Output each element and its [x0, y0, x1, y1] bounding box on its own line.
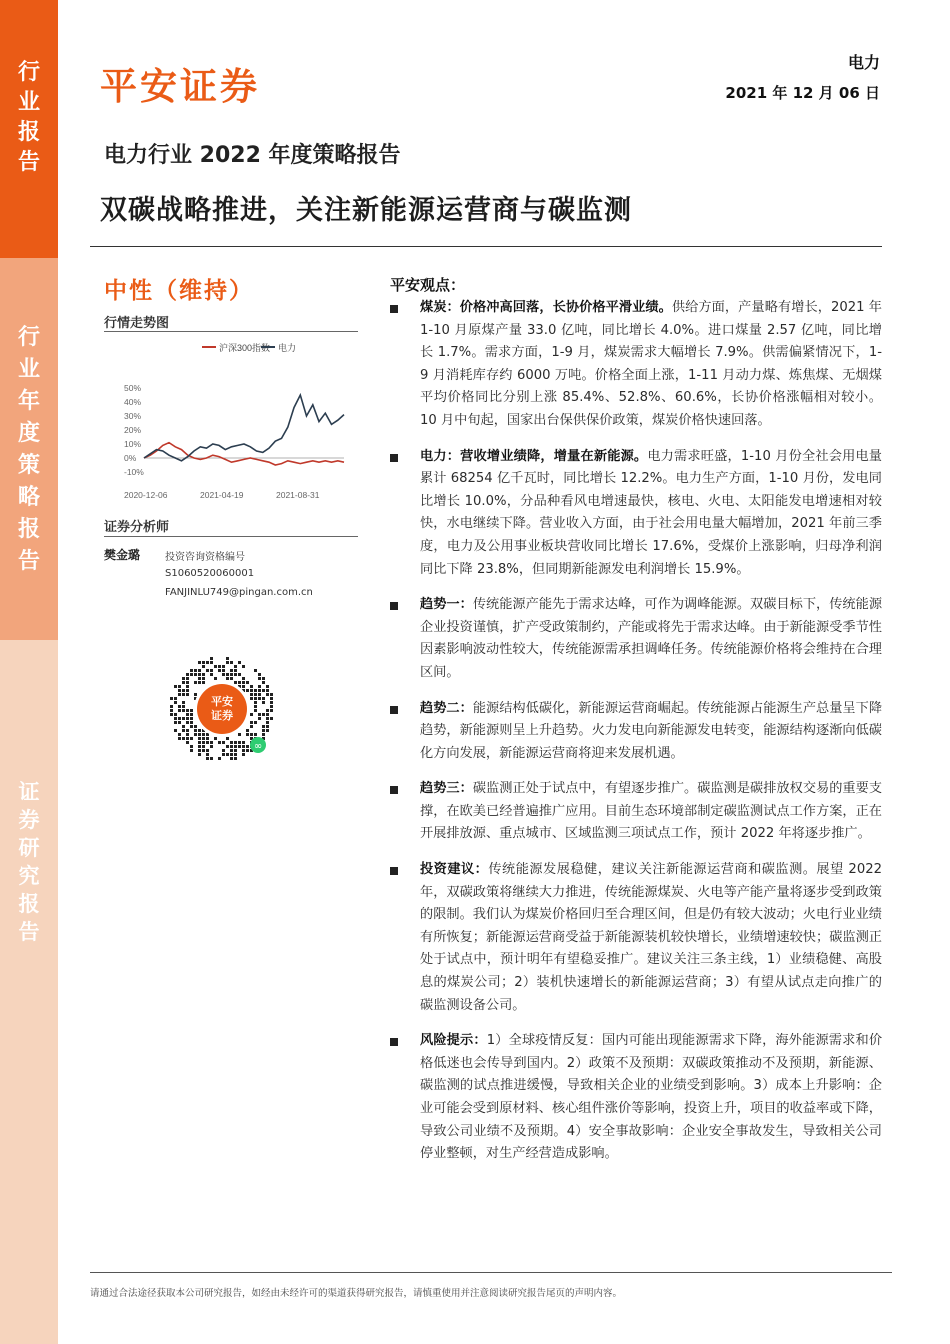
footer-disclaimer: 请通过合法途径获取本公司研究报告，如经由未经许可的渠道获得研究报告，请慎重使用并注意阅读研究报告尾页的声明内容。	[90, 1288, 623, 1299]
analyst-section-title: 证券分析师	[104, 520, 170, 535]
bullet-heading: 趋势三：	[420, 781, 473, 797]
bullet-power	[385, 446, 882, 582]
rating: 中性（维持）	[104, 278, 254, 304]
bullet-text: 碳监测正处于试点中，有望逐步推广。碳监测是碳排放权交易的重要支撑，在欧美已经普遍推广应用。目前生态环境部制定碳监测试点工作方案，正在开展排放源、重点城市、区域监测三项试点工作，预计 2022 年将逐步推广。	[420, 781, 883, 842]
analyst-cert-number: S1060520060001	[165, 568, 255, 579]
report-date: 2021 年 12 月 06 日	[725, 84, 880, 102]
bullet-marker-icon	[390, 1038, 398, 1046]
y-tick-label: -10%	[124, 467, 144, 477]
y-tick-label: 30%	[124, 411, 142, 421]
sidebar-block-report-type	[0, 0, 58, 258]
bullet-marker-icon	[390, 454, 398, 462]
bullet-heading: 煤炭：价格冲高回落，长协价格平滑业绩。	[420, 300, 672, 315]
report-title: 双碳战略推进，关注新能源运营商与碳监测	[100, 195, 632, 226]
footer-divider	[90, 1272, 892, 1273]
x-tick-label: 2021-04-19	[200, 490, 244, 500]
bullet-trend-3	[385, 778, 882, 846]
bullet-heading: 风险提示：	[420, 1033, 487, 1049]
sidebar-char: 度	[17, 421, 40, 446]
sidebar-block-strategy	[0, 258, 58, 640]
header-divider	[90, 246, 882, 247]
sidebar-char: 报	[17, 120, 40, 145]
y-tick-label: 20%	[124, 425, 142, 435]
trend-divider	[104, 331, 358, 332]
analyst-email[interactable]: FANJINLU749@pingan.com.cn	[165, 587, 313, 598]
bullet-risk	[385, 1030, 882, 1166]
y-tick-label: 50%	[124, 383, 142, 393]
bullet-heading: 投资建议：	[420, 862, 489, 878]
sidebar-char: 究	[18, 864, 40, 888]
sidebar-block-research	[0, 640, 58, 1344]
report-subtitle: 电力行业 2022 年度策略报告	[104, 143, 401, 168]
sidebar-char: 报	[18, 892, 40, 916]
trend-chart-svg	[104, 336, 358, 506]
bullet-investment-advice	[385, 859, 882, 1017]
bullet-text: 1）全球疫情反复：国内可能出现能源需求下降，海外能源需求和价格低迷也会传导到国内。2）政策不及预期：双碳政策推动不及预期，新能源、碳监测的试点推进缓慢，导致相关企业的业绩受到影响。3）成本上升影响：企业可能会受到原材料、核心组件涨价等影响，投资上升，项目的收益率或下降，导致公司业绩不及预期。4）安全事故影响：企业安全事故发生，导致相关公司停业整顿，对生产经营造成影响。	[420, 1033, 883, 1162]
sidebar-char: 行	[17, 325, 40, 350]
bullet-trend-2	[385, 698, 882, 766]
sidebar-char: 业	[17, 357, 40, 382]
industry-label: 电力	[847, 53, 880, 72]
bullet-text: 供给方面，产量略有增长，2021 年 1-10 月原煤产量 33.0 亿吨，同比增长 4.0%。进口煤量 2.57 亿吨，同比增长 1.7%。需求方面，1-9 月，煤炭需求大幅增长 7.9%。供需偏紧情况下，1-9 月消耗库存约 6000 万吨。价格全面上涨，1-11 月动力煤、炼焦煤、无烟煤平均价格同比分别上涨 85.4%、52.8%、60.6%，长协价格涨幅相对较小。10 月中旬起，国家出台保供保价政策，煤炭价格快速回落。	[420, 300, 882, 428]
sidebar-char: 告	[18, 920, 40, 944]
series-line-csi300	[144, 443, 344, 465]
trend-chart-title: 行情走势图	[104, 316, 170, 331]
bullet-text: 能源结构低碳化，新能源运营商崛起。传统能源占能源生产总量呈下降趋势，新能源则呈上升趋势。火力发电向新能源发电转变，能源结构逐渐向低碳化方向发展，新能源运营商将迎来发展机遇。	[420, 700, 883, 761]
x-tick-label: 2021-08-31	[276, 490, 320, 500]
view-section-title: 平安观点：	[390, 276, 466, 294]
qr-logo-text-2: 证券	[211, 710, 233, 722]
bullet-marker-icon	[390, 706, 398, 714]
svg-text:∞: ∞	[253, 741, 263, 752]
sidebar-char: 告	[17, 549, 40, 574]
sidebar-char: 研	[18, 836, 40, 860]
trend-chart	[104, 336, 358, 506]
qr-code	[168, 655, 276, 763]
bullet-text: 传统能源产能先于需求达峰，可作为调峰能源。双碳目标下，传统能源企业投资谨慎，扩产受政策制约，产能或将先于需求达峰。由于新能源受季节性因素影响波动性较大，传统能源需承担调峰任务。传统能源价格将会维持在合理区间。	[420, 597, 883, 680]
sidebar-char: 年	[17, 389, 40, 414]
sidebar-char: 报	[17, 517, 40, 542]
analyst-cert-label: 投资咨询资格编号	[165, 552, 245, 563]
y-tick-label: 0%	[124, 453, 137, 463]
bullet-trend-1	[385, 594, 882, 684]
sidebar-char: 行	[17, 60, 40, 85]
bullet-heading: 趋势一：	[420, 597, 473, 613]
sidebar-char: 业	[17, 90, 40, 115]
sidebar-char: 券	[18, 808, 40, 832]
analyst-name: 樊金璐	[104, 548, 141, 562]
sidebar-char: 略	[17, 485, 40, 510]
view-bullet-list	[385, 297, 882, 1179]
bullet-text: 电力需求旺盛，1-10 月份全社会用电量累计 68254 亿千瓦时，同比增长 12.2%。电力生产方面，1-10 月份，发电同比增长 10.0%，分品种看风电增速最快，核电、火电、太阳能发电增速相对较快，水电继续下降。营业收入方面，由于社会用电量大幅增加，2021 年前三季度，电力及公用事业板块营收同比增长 17.6%，受煤价上涨影响，归母净利润同比下降 23.8%，但同期新能源发电利润增长 15.9%。	[420, 448, 882, 577]
analyst-divider	[104, 536, 358, 537]
sidebar-char: 策	[17, 453, 40, 478]
qr-logo-text-1: 平安	[211, 696, 233, 708]
legend-label-csi300: 沪深300指数	[219, 343, 271, 353]
bullet-marker-icon	[390, 867, 398, 875]
y-tick-label: 10%	[124, 439, 142, 449]
bullet-heading: 趋势二：	[420, 700, 473, 716]
sidebar-char: 证	[18, 780, 40, 804]
sidebar	[0, 0, 58, 1344]
bullet-marker-icon	[390, 305, 398, 313]
x-tick-label: 2020-12-06	[124, 490, 168, 500]
y-tick-label: 40%	[124, 397, 142, 407]
bullet-text: 传统能源发展稳健，建议关注新能源运营商和碳监测。展望 2022 年，双碳政策将继续大力推进，传统能源煤炭、火电等产能产量将逐步受到政策的限制。我们认为煤炭价格回归至合理区间，但是仍有较大波动；火电行业业绩有所恢复；新能源运营商受益于新能源装机较快增长，业绩增速较快；碳监测正处于试点中，预计明年有望稳妥推广。建议关注三条主线，1）业绩稳健、高股息的煤炭公司；2）装机快速增长的新能源运营商；3）有望从试点走向推广的碳监测设备公司。	[420, 862, 882, 1013]
bullet-heading: 电力：营收增业绩降，增量在新能源。	[420, 448, 648, 464]
series-line-power	[144, 395, 344, 461]
bullet-marker-icon	[390, 602, 398, 610]
bullet-coal	[385, 297, 882, 433]
legend-label-power: 电力	[278, 343, 297, 353]
bullet-marker-icon	[390, 786, 398, 794]
company-logo: 平安证券	[100, 65, 260, 108]
sidebar-char: 告	[17, 150, 40, 175]
